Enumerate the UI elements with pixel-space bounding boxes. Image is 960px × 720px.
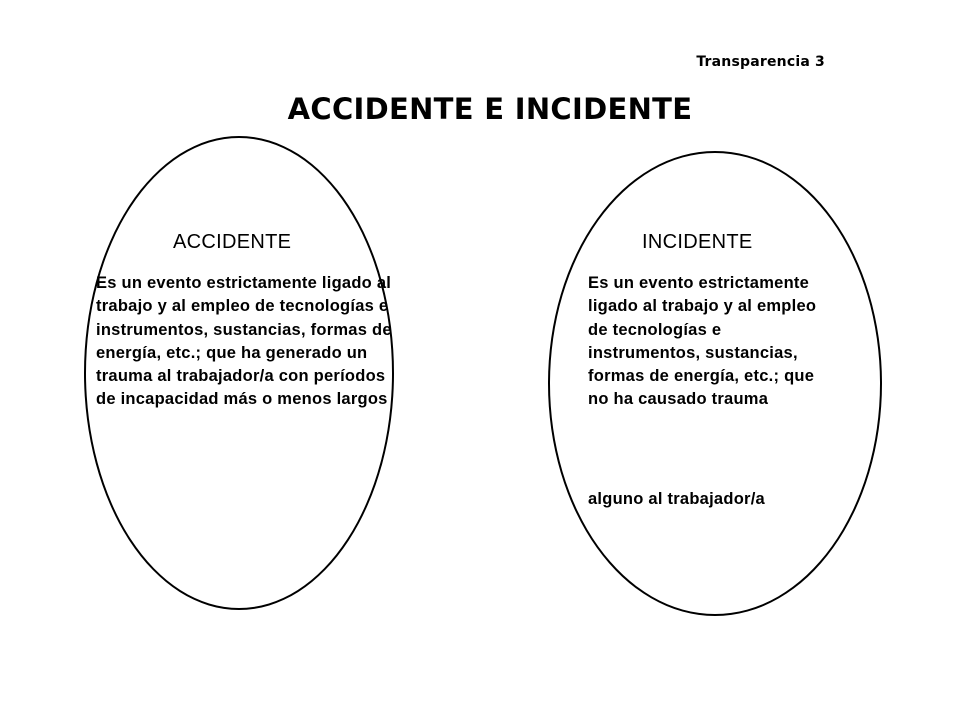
incident-definition: Es un evento estrictamente ligado al trabajo y al empleo de tecnologías e instrumentos, sustancias, formas de energía, etc.; que no ha causado trauma [588,274,817,409]
incident-definition-tail: alguno al trabajador/a [588,490,765,508]
incident-heading: INCIDENTE [642,231,753,253]
accident-heading: ACCIDENTE [173,231,292,253]
accident-definition: Es un evento estrictamente ligado al trabajo y al empleo de tecnologías e instrumentos, sustancias, formas de energía, etc.; que ha generado un trauma al trabajador/a con períodos de incapacidad más o menos largos [96,274,392,409]
page-title: ACCIDENTE E INCIDENTE [287,92,693,126]
slide-number-label: Transparencia 3 [696,54,825,70]
